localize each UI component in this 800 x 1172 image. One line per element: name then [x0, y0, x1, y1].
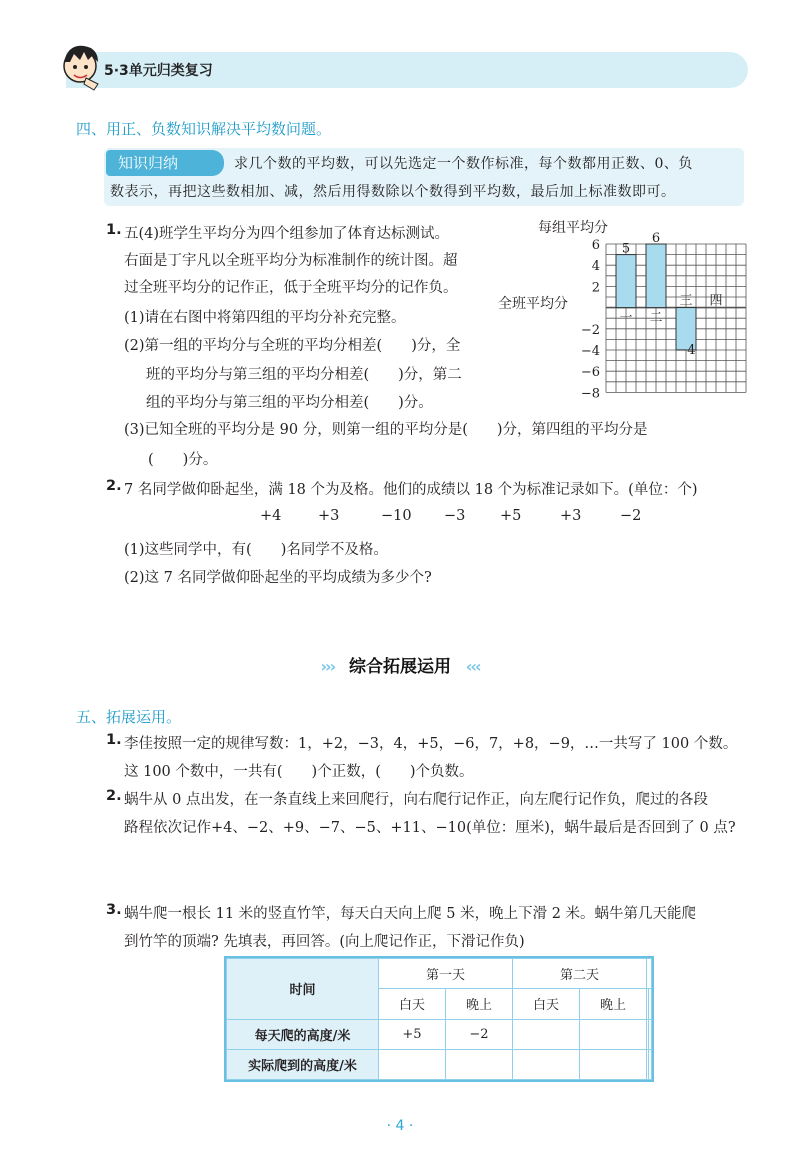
- section-4-title: 四、用正、负数知识解决平均数问题。: [76, 120, 332, 138]
- e1-number: 1.: [106, 732, 122, 748]
- e2-number: 2.: [106, 788, 122, 804]
- record-value: −2: [620, 508, 642, 524]
- q1-sub-1: (1)请在右图中将第四组的平均分补充完整。: [124, 310, 406, 326]
- q2-sub-1: (1)这些同学中，有( )名同学不及格。: [124, 542, 388, 558]
- summary-line-2: 数表示，再把这些数相加、减，然后用得数除以个数得到平均数，最后加上标准数即可。: [110, 184, 676, 200]
- y-tick-label: 4: [591, 259, 600, 275]
- q1-sub-3a: (3)已知全班的平均分是 90 分，则第一组的平均分是( )分，第四组的平均分是: [124, 422, 648, 438]
- category-label: 三: [679, 293, 693, 309]
- category-label: 二: [649, 310, 663, 326]
- y-tick-label: −4: [580, 344, 600, 359]
- record-value: +4: [260, 508, 282, 524]
- q1-sub-3b: ( )分。: [148, 452, 218, 468]
- record-value: +5: [500, 508, 522, 524]
- banner-title: 综合拓展运用: [349, 657, 451, 677]
- table-cell[interactable]: [649, 989, 652, 1019]
- climb-table: [224, 956, 654, 1082]
- record-value: +3: [318, 508, 340, 524]
- q1-sub-2c: 组的平均分与第三组的平均分相差( )分。: [146, 395, 433, 411]
- table-empty-header: [647, 959, 652, 989]
- q1-sub-2a: (2)第一组的平均分与全班的平均分相差( )分，全: [124, 338, 461, 354]
- banner-right-chevrons: ‹‹‹: [465, 657, 480, 676]
- e3-line-2: 到竹竿的顶端? 先填表，再回答。(向上爬记作正，下滑记作负): [124, 934, 525, 950]
- q2-sub-2: (2)这 7 名同学做仰卧起坐的平均成绩为多少个?: [124, 570, 432, 586]
- q2-intro: 7 名同学做仰卧起坐，满 18 个为及格。他们的成绩以 18 个为标准记录如下。(单位：个): [124, 482, 698, 498]
- y-tick-label: −8: [580, 386, 600, 398]
- q2-number: 2.: [106, 478, 122, 494]
- bar-value-label: −4: [676, 343, 696, 358]
- chart-y-label: 全班平均分: [498, 296, 568, 312]
- table-row1-night1: −2: [446, 1019, 513, 1049]
- y-tick-label: −6: [580, 365, 600, 381]
- category-label: 四: [709, 293, 723, 309]
- q1-line-1: 五(4)班学生平均分为四个组参加了体育达标测试。: [124, 226, 450, 242]
- e3-line-1: 蜗牛爬一根长 11 米的竖直竹竿，每天白天向上爬 5 米，晚上下滑 2 米。蜗牛第几天能爬: [124, 906, 697, 922]
- boy-mascot-icon: [58, 40, 104, 92]
- q2-records-row: [0, 508, 800, 530]
- unit-title: 5·3单元归类复习: [104, 63, 213, 79]
- group-average-chart: [496, 218, 786, 398]
- table-day1-daytime: 白天: [379, 989, 446, 1019]
- bar-value-label: 6: [651, 231, 661, 246]
- knowledge-summary-tag: 知识归纳: [106, 150, 224, 176]
- y-tick-label: 6: [591, 238, 600, 253]
- table-cell[interactable]: [580, 1019, 647, 1049]
- q1-line-3: 过全班平均分的记作正，低于全班平均分的记作负。: [124, 280, 458, 296]
- e2-line-2: 路程依次记作+4、−2、+9、−7、−5、+11、−10(单位：厘米)，蜗牛最后是否回到了 0 点?: [124, 820, 736, 836]
- page-number: · 4 ·: [386, 1118, 414, 1134]
- table-cell[interactable]: [649, 1019, 652, 1049]
- chart-title: 每组平均分: [538, 220, 608, 236]
- q1-sub-2b: 班的平均分与第三组的平均分相差( )分，第二: [146, 367, 462, 383]
- banner-left-chevrons: ›››: [320, 657, 335, 676]
- table-cell[interactable]: [513, 1019, 580, 1049]
- y-tick-label: −2: [580, 322, 600, 338]
- e1-line-1: 李佳按照一定的规律写数：1，+2，−3，4，+5，−6，7，+8，−9，…一共写了 100 个数。: [124, 736, 738, 752]
- table-cell[interactable]: [446, 1049, 513, 1079]
- table-day2-daytime: 白天: [513, 989, 580, 1019]
- table-row1-day1: +5: [379, 1019, 446, 1049]
- y-tick-label: 2: [591, 280, 600, 296]
- record-value: +3: [560, 508, 582, 524]
- q1-number: 1.: [106, 222, 122, 238]
- table-day1-night: 晚上: [446, 989, 513, 1019]
- e3-number: 3.: [106, 902, 122, 918]
- category-label: 一: [619, 310, 633, 326]
- table-day1-header: 第一天: [379, 959, 513, 989]
- table-row2-label: 实际爬到的高度/米: [227, 1049, 379, 1079]
- q1-line-2: 右面是丁宇凡以全班平均分为标准制作的统计图。超: [124, 253, 458, 269]
- bar-group-1: [616, 255, 636, 308]
- bar-value-label: 5: [621, 241, 631, 257]
- e2-line-1: 蜗牛从 0 点出发，在一条直线上来回爬行，向右爬行记作正，向左爬行记作负，爬过的各段: [124, 792, 708, 808]
- table-day2-header: 第二天: [513, 959, 647, 989]
- section-5-title: 五、拓展运用。: [76, 708, 182, 726]
- bar-group-2: [646, 244, 666, 308]
- table-row1-label: 每天爬的高度/米: [227, 1019, 379, 1049]
- table-cell[interactable]: [580, 1049, 647, 1079]
- section-banner: [0, 652, 800, 692]
- record-value: −10: [381, 508, 412, 524]
- table-time-header: 时间: [227, 959, 379, 1020]
- table-cell[interactable]: [513, 1049, 580, 1079]
- table-day2-night: 晚上: [580, 989, 647, 1019]
- e1-line-2: 这 100 个数中，一共有( )个正数，( )个负数。: [124, 764, 474, 780]
- table-cell[interactable]: [379, 1049, 446, 1079]
- table-cell[interactable]: [649, 1049, 652, 1079]
- summary-line-1: 求几个数的平均数，可以先选定一个数作标准，每个数都用正数、0、负: [234, 156, 693, 172]
- record-value: −3: [444, 508, 466, 524]
